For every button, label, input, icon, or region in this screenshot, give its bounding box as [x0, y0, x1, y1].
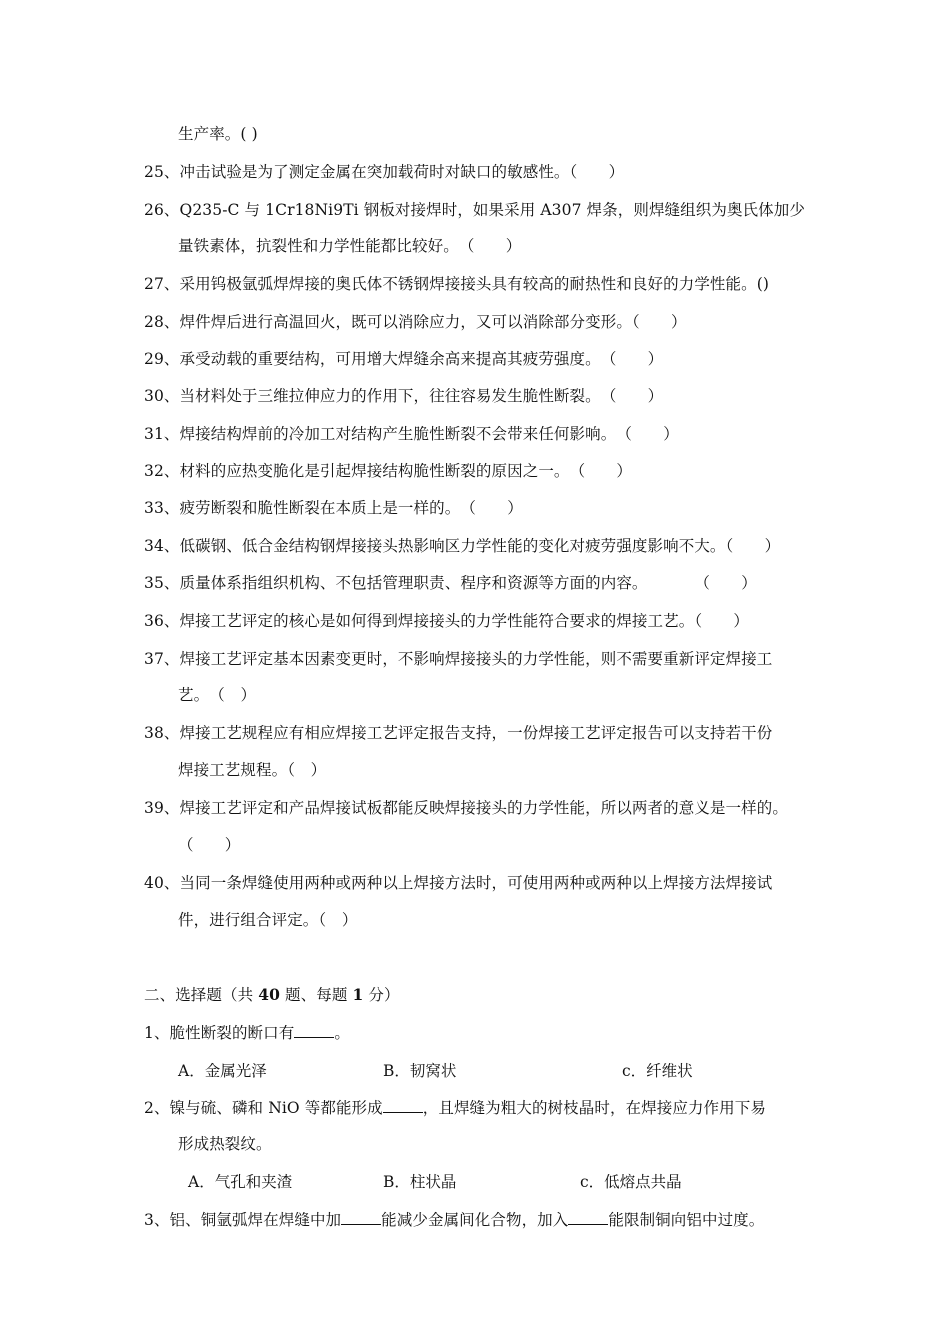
answer-blank	[341, 1210, 381, 1225]
tf-question-line: 36、焊接工艺评定的核心是如何得到焊接接头的力学性能符合要求的焊接工艺。（ ）	[144, 612, 749, 630]
tf-question-line: 38、焊接工艺规程应有相应焊接工艺评定报告支持，一份焊接工艺评定报告可以支持若干份	[144, 724, 773, 742]
choice-question-3: 3、铝、铜氩弧焊在焊缝中加 能减少金属间化合物，加入 能限制铜向铝中过度。	[144, 1211, 765, 1229]
option-b: B．韧窝状	[383, 1062, 457, 1080]
choice-question-1: 1、脆性断裂的断口有 。	[144, 1024, 350, 1042]
tf-question-line: 34、低碳钢、低合金结构钢焊接接头热影响区力学性能的变化对疲劳强度影响不大。（ ）	[144, 537, 781, 555]
tf-question-line: 艺。 （ ）	[178, 686, 257, 704]
tf-question-line: 28、焊件焊后进行高温回火，既可以消除应力，又可以消除部分变形。（ ）	[144, 313, 687, 331]
tf-question-line: （ ）	[178, 836, 241, 854]
tf-question-line: 量铁素体，抗裂性和力学性能都比较好。 （ ）	[178, 237, 522, 255]
tf-question-line: 生产率。( )	[178, 125, 258, 143]
tf-question-line: 40、当同一条焊缝使用两种或两种以上焊接方法时，可使用两种或两种以上焊接方法焊接试	[144, 874, 773, 892]
option-a: A．金属光泽	[178, 1062, 267, 1080]
option-c: c．纤维状	[622, 1062, 693, 1080]
tf-question-line: 33、疲劳断裂和脆性断裂在本质上是一样的。 （ ）	[144, 499, 523, 517]
tf-question-line: 27、采用钨极氩弧焊焊接的奥氏体不锈钢焊接接头具有较高的耐热性和良好的力学性能。()	[144, 275, 770, 293]
tf-question-line: 件，进行组合评定。（ ）	[178, 911, 358, 929]
tf-question-line: 39、焊接工艺评定和产品焊接试板都能反映焊接接头的力学性能，所以两者的意义是一样的。	[144, 799, 788, 817]
tf-question-line: 37、焊接工艺评定基本因素变更时，不影响焊接接头的力学性能，则不需要重新评定焊接工	[144, 650, 773, 668]
tf-question-line: 31、焊接结构焊前的冷加工对结构产生脆性断裂不会带来任何影响。 （ ）	[144, 425, 679, 443]
answer-blank	[383, 1098, 423, 1113]
tf-question-line: 35、质量体系指组织机构、不包括管理职责、程序和资源等方面的内容。 （ ）	[144, 574, 757, 592]
tf-question-line: 26、Q235-C 与 1Cr18Ni9Ti 钢板对接焊时，如果采用 A307 焊条，则焊缝组织为奥氏体加少	[144, 201, 805, 219]
tf-question-line: 焊接工艺规程。（ ）	[178, 761, 327, 779]
choice-question-2-continued: 形成热裂纹。	[178, 1135, 272, 1153]
answer-blank	[294, 1023, 334, 1038]
section-heading-choice: 二、选择题（共 40 题、每题 1 分）	[144, 985, 400, 1004]
answer-blank	[568, 1210, 608, 1225]
tf-question-line: 32、材料的应热变脆化是引起焊接结构脆性断裂的原因之一。 （ ）	[144, 462, 633, 480]
choice-question-2: 2、镍与硫、磷和 NiO 等都能形成 ，且焊缝为粗大的树枝晶时，在焊接应力作用下易	[144, 1099, 766, 1117]
option-b: B．柱状晶	[383, 1173, 457, 1191]
tf-question-line: 29、承受动载的重要结构，可用增大焊缝余高来提高其疲劳强度。 （ ）	[144, 350, 664, 368]
option-c: c．低熔点共晶	[580, 1173, 682, 1191]
option-a: A．气孔和夹渣	[188, 1173, 293, 1191]
tf-question-line: 30、当材料处于三维拉伸应力的作用下，往往容易发生脆性断裂。 （ ）	[144, 387, 664, 405]
tf-question-line: 25、冲击试验是为了测定金属在突加载荷时对缺口的敏感性。（ ）	[144, 163, 625, 181]
